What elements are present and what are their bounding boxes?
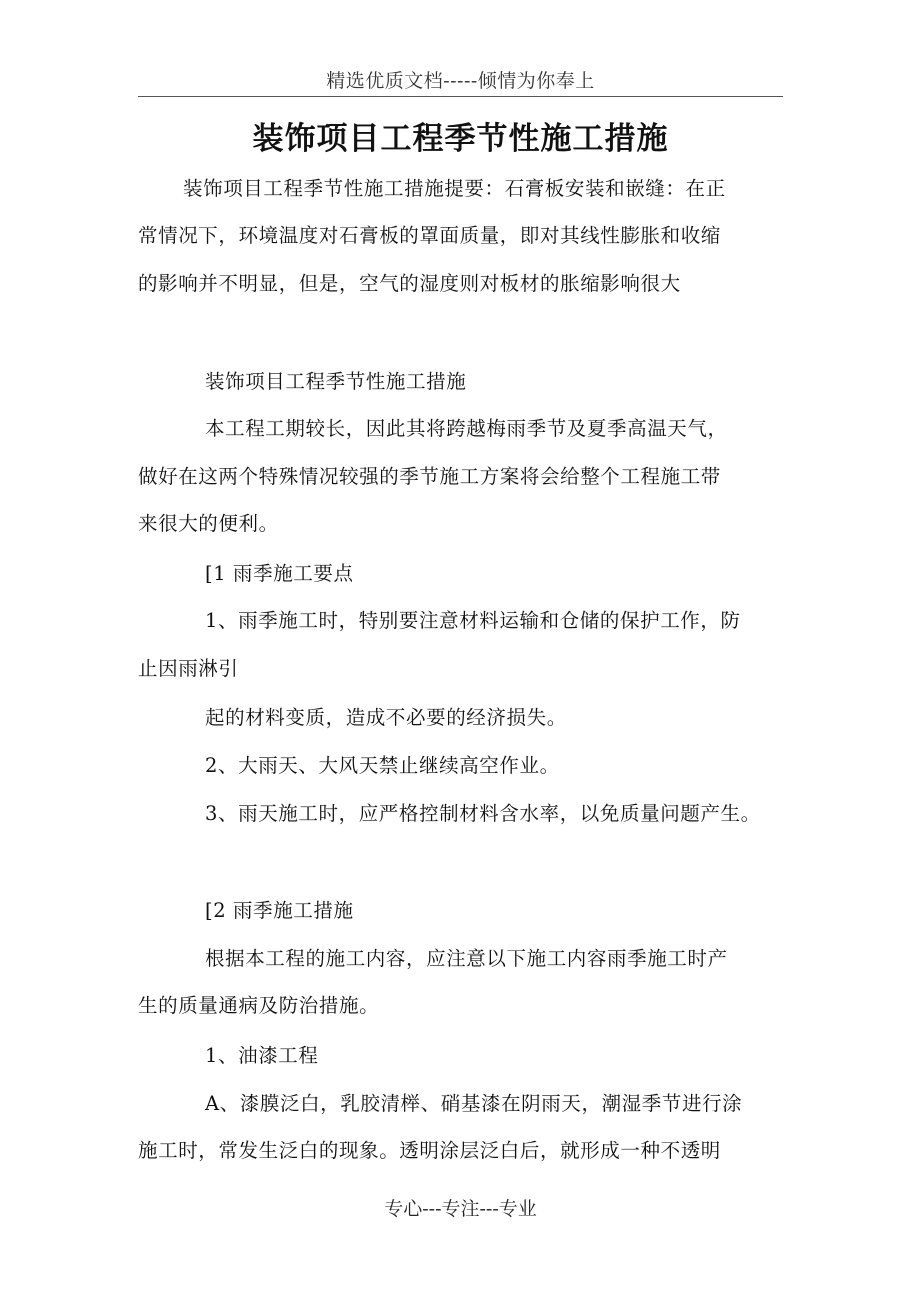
header-divider <box>138 96 783 97</box>
list-item-continuation: 止因雨淋引 <box>138 657 239 680</box>
document-title: 装饰项目工程季节性施工措施 <box>252 121 669 157</box>
subsection-heading: [2 雨季施工措施 <box>205 899 354 922</box>
subsection-heading: [1 雨季施工要点 <box>205 562 354 585</box>
list-item: 1、油漆工程 <box>205 1044 319 1067</box>
page-header: 精选优质文档-----倾情为你奉上 <box>326 70 595 92</box>
page-footer: 专心---专注---专业 <box>384 1198 537 1220</box>
paragraph-line: 的影响并不明显，但是，空气的湿度则对板材的胀缩影响很大 <box>138 272 681 295</box>
paragraph-line: 施工时，常发生泛白的现象。透明涂层泛白后，就形成一种不透明 <box>138 1139 721 1162</box>
paragraph-line: 做好在这两个特殊情况较强的季节施工方案将会给整个工程施工带 <box>138 465 721 488</box>
list-item: 1、雨季施工时，特别要注意材料运输和仓储的保护工作，防 <box>205 609 741 632</box>
paragraph-line: 生的质量通病及防治措施。 <box>138 994 380 1017</box>
list-item-continuation: 起的材料变质，造成不必要的经济损失。 <box>205 706 567 729</box>
list-item: 2、大雨天、大风天禁止继续高空作业。 <box>205 754 560 777</box>
paragraph-line: 本工程工期较长，因此其将跨越梅雨季节及夏季高温天气， <box>205 417 728 440</box>
list-item: 3、雨天施工时，应严格控制材料含水率，以免质量问题产生。 <box>205 802 761 825</box>
paragraph-line: A、漆膜泛白，乳胶清榉、硝基漆在阴雨天，潮湿季节进行涂 <box>205 1092 743 1115</box>
paragraph-line: 常情况下，环境温度对石膏板的罩面质量，即对其线性膨胀和收缩 <box>138 224 721 247</box>
paragraph-line: 装饰项目工程季节性施工措施提要：石膏板安装和嵌缝：在正 <box>183 177 726 200</box>
section-heading: 装饰项目工程季节性施工措施 <box>205 370 467 393</box>
paragraph-line: 根据本工程的施工内容，应注意以下施工内容雨季施工时产 <box>205 947 728 970</box>
paragraph-line: 来很大的便利。 <box>138 512 279 535</box>
